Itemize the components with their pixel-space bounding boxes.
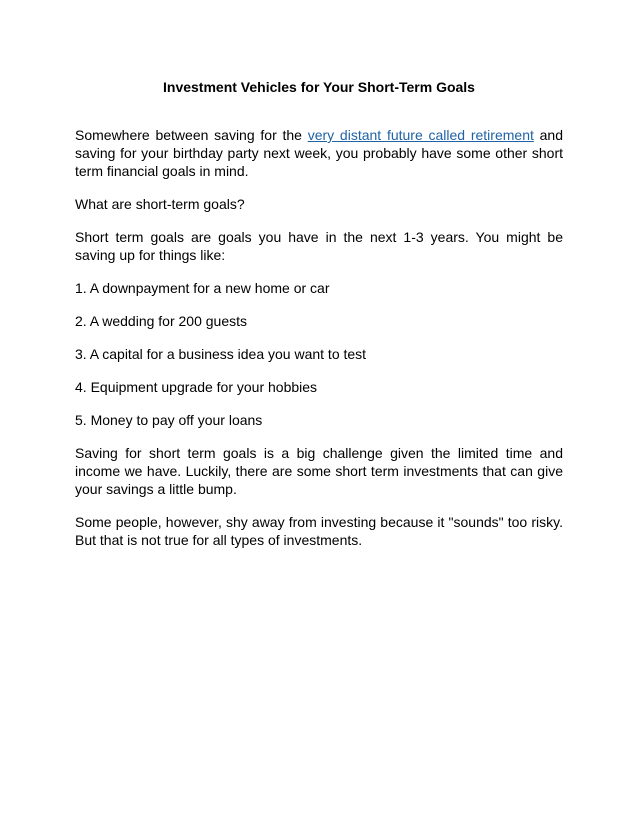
list-item: 4. Equipment upgrade for your hobbies (75, 379, 318, 395)
list-item: 1. A downpayment for a new home or car (75, 280, 330, 296)
short-term-paragraph: Short term goals are goals you have in the next 1-3 years. You might be saving up for things like: (75, 229, 563, 263)
intro-text-after-link: and saving for your birthday party next week, you probably have some other short term financial goals in mind. (75, 127, 563, 179)
list-item: 5. Money to pay off your loans (75, 412, 263, 428)
risk-paragraph: Some people, however, shy away from investing because it "sounds" too risky. But that is not true for all types of investments. (75, 514, 563, 548)
list-item: 2. A wedding for 200 guests (75, 313, 248, 329)
intro-text-before-link: Somewhere between saving for the (75, 127, 308, 143)
document-body (75, 126, 563, 564)
retirement-link[interactable]: very distant future called retirement (307, 127, 534, 143)
intro-paragraph (75, 126, 563, 180)
question-paragraph: What are short-term goals? (75, 196, 245, 212)
challenge-paragraph: Saving for short term goals is a big challenge given the limited time and income we have. Luckily, there are some short term investments that can give your savings a little bump. (75, 445, 563, 497)
list-item: 3. A capital for a business idea you want to test (75, 346, 367, 362)
document-title: Investment Vehicles for Your Short-Term Goals (163, 79, 475, 95)
